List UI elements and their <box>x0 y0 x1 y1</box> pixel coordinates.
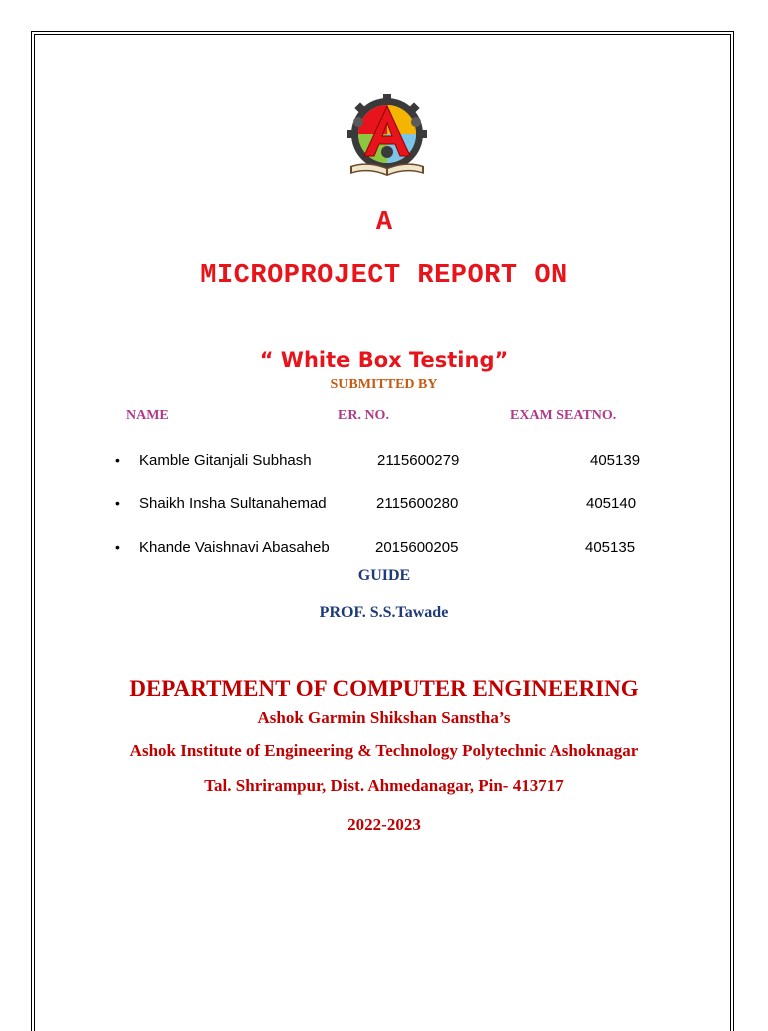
guide-name: PROF. S.S.Tawade <box>319 604 449 621</box>
bullet-icon: • <box>115 452 120 468</box>
submitted-by-label: SUBMITTED BY <box>330 377 438 392</box>
student-seat-no: 405135 <box>585 539 636 556</box>
student-er-no: 2115600279 <box>377 452 460 469</box>
student-seat-no: 405140 <box>586 495 637 512</box>
title-letter: A <box>375 208 393 238</box>
academic-year: 2022-2023 <box>347 815 421 834</box>
student-er-no: 2015600205 <box>375 539 459 556</box>
guide-label: GUIDE <box>357 567 411 584</box>
student-seat-no: 405139 <box>590 452 641 469</box>
bullet-icon: • <box>115 539 120 555</box>
bullet-icon: • <box>115 495 120 511</box>
sanstha-name: Ashok Garmin Shikshan Sanstha’s <box>257 708 511 727</box>
seat-no-column-header: EXAM SEATNO. <box>510 408 617 423</box>
institute-name: Ashok Institute of Engineering & Technology Polytechnic Ashoknagar <box>129 741 639 760</box>
er-no-column-header: ER. NO. <box>338 408 389 423</box>
report-title: MICROPROJECT REPORT ON <box>200 261 568 291</box>
student-name: Khande Vaishnavi Abasaheb <box>139 539 330 556</box>
student-name: Kamble Gitanjali Subhash <box>139 452 312 469</box>
page-border <box>31 31 734 1031</box>
project-name: “ White Box Testing” <box>259 348 509 372</box>
student-name: Shaikh Insha Sultanahemad <box>139 495 327 512</box>
name-column-header: NAME <box>126 408 169 423</box>
student-er-no: 2115600280 <box>376 495 459 512</box>
institute-address: Tal. Shrirampur, Dist. Ahmedanagar, Pin- 413717 <box>204 776 564 795</box>
department-name: DEPARTMENT OF COMPUTER ENGINEERING <box>129 676 639 701</box>
institute-logo <box>338 94 436 180</box>
